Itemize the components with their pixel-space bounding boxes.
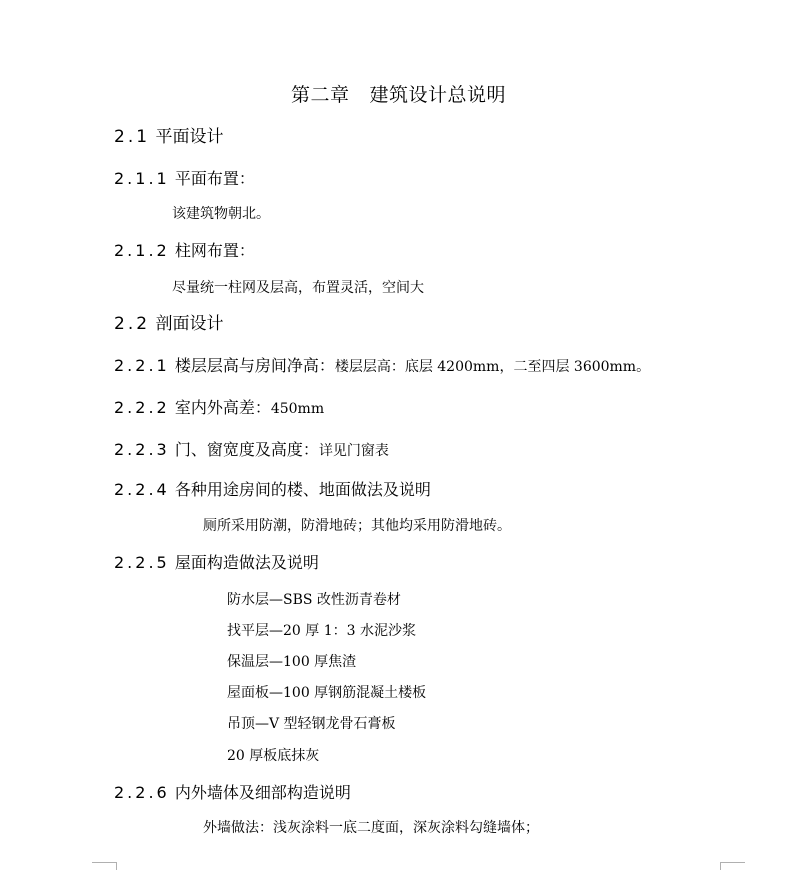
heading-text: 剖面设计 bbox=[155, 314, 224, 334]
heading-2-2-6 bbox=[114, 785, 351, 801]
heading-2-1 bbox=[114, 129, 223, 146]
paragraph-column-grid: 尽量统一柱网及层高，布置灵活，空间大 bbox=[172, 280, 424, 296]
heading-text: 柱网布置： bbox=[174, 241, 255, 260]
heading-text: 室内外高差： bbox=[174, 398, 271, 417]
heading-number: 2.2.3 bbox=[114, 440, 170, 459]
heading-2-2-5 bbox=[114, 555, 319, 571]
heading-number: 2.1.1 bbox=[114, 169, 170, 188]
roof-layer-item: 找平层—20 厚 1：3 水泥沙浆 bbox=[227, 623, 416, 639]
roof-layer-item: 防水层—SBS 改性沥青卷材 bbox=[227, 592, 401, 608]
heading-inline-text: 450mm bbox=[270, 401, 325, 417]
heading-2-1-1 bbox=[114, 171, 255, 187]
paragraph-orientation: 该建筑物朝北。 bbox=[172, 206, 270, 222]
chapter-number: 第二章 bbox=[290, 84, 350, 106]
heading-text: 各种用途房间的楼、地面做法及说明 bbox=[174, 480, 431, 499]
heading-number: 2.2.6 bbox=[114, 783, 170, 802]
heading-text: 内外墙体及细部构造说明 bbox=[174, 783, 351, 802]
heading-text: 楼层层高与房间净高： bbox=[174, 356, 335, 375]
roof-layer-item: 吊顶—V 型轻钢龙骨石膏板 bbox=[227, 716, 396, 732]
heading-number: 2.2.4 bbox=[114, 480, 170, 499]
heading-text: 平面布置： bbox=[174, 169, 255, 188]
paragraph-floor-finish: 厕所采用防潮，防滑地砖；其他均采用防滑地砖。 bbox=[203, 518, 511, 534]
chapter-name: 建筑设计总说明 bbox=[369, 84, 507, 106]
heading-2-2 bbox=[114, 316, 223, 333]
heading-number: 2.2 bbox=[114, 314, 151, 334]
heading-2-1-2 bbox=[114, 243, 255, 259]
heading-2-2-1 bbox=[114, 358, 650, 374]
heading-inline-text: 楼层层高：底层 4200mm，二至四层 3600mm。 bbox=[334, 359, 651, 375]
heading-number: 2.1 bbox=[114, 127, 151, 147]
heading-number: 2.2.1 bbox=[114, 356, 170, 375]
roof-layer-item: 屋面板—100 厚钢筋混凝土楼板 bbox=[227, 685, 427, 701]
heading-text: 平面设计 bbox=[155, 127, 224, 147]
roof-layer-item: 20 厚板底抹灰 bbox=[227, 748, 320, 764]
heading-2-2-4 bbox=[114, 482, 431, 498]
roof-layer-item: 保温层—100 厚焦渣 bbox=[227, 654, 357, 670]
heading-2-2-3 bbox=[114, 442, 389, 458]
heading-inline-text: 详见门窗表 bbox=[318, 443, 389, 459]
heading-2-2-2 bbox=[114, 400, 324, 416]
chapter-title bbox=[0, 86, 797, 105]
paragraph-exterior-wall: 外墙做法：浅灰涂料一底二度面，深灰涂料勾缝墙体； bbox=[203, 820, 539, 836]
heading-text: 屋面构造做法及说明 bbox=[174, 553, 319, 572]
heading-number: 2.1.2 bbox=[114, 241, 170, 260]
heading-number: 2.2.2 bbox=[114, 398, 170, 417]
heading-number: 2.2.5 bbox=[114, 553, 170, 572]
heading-text: 门、窗宽度及高度： bbox=[174, 440, 319, 459]
